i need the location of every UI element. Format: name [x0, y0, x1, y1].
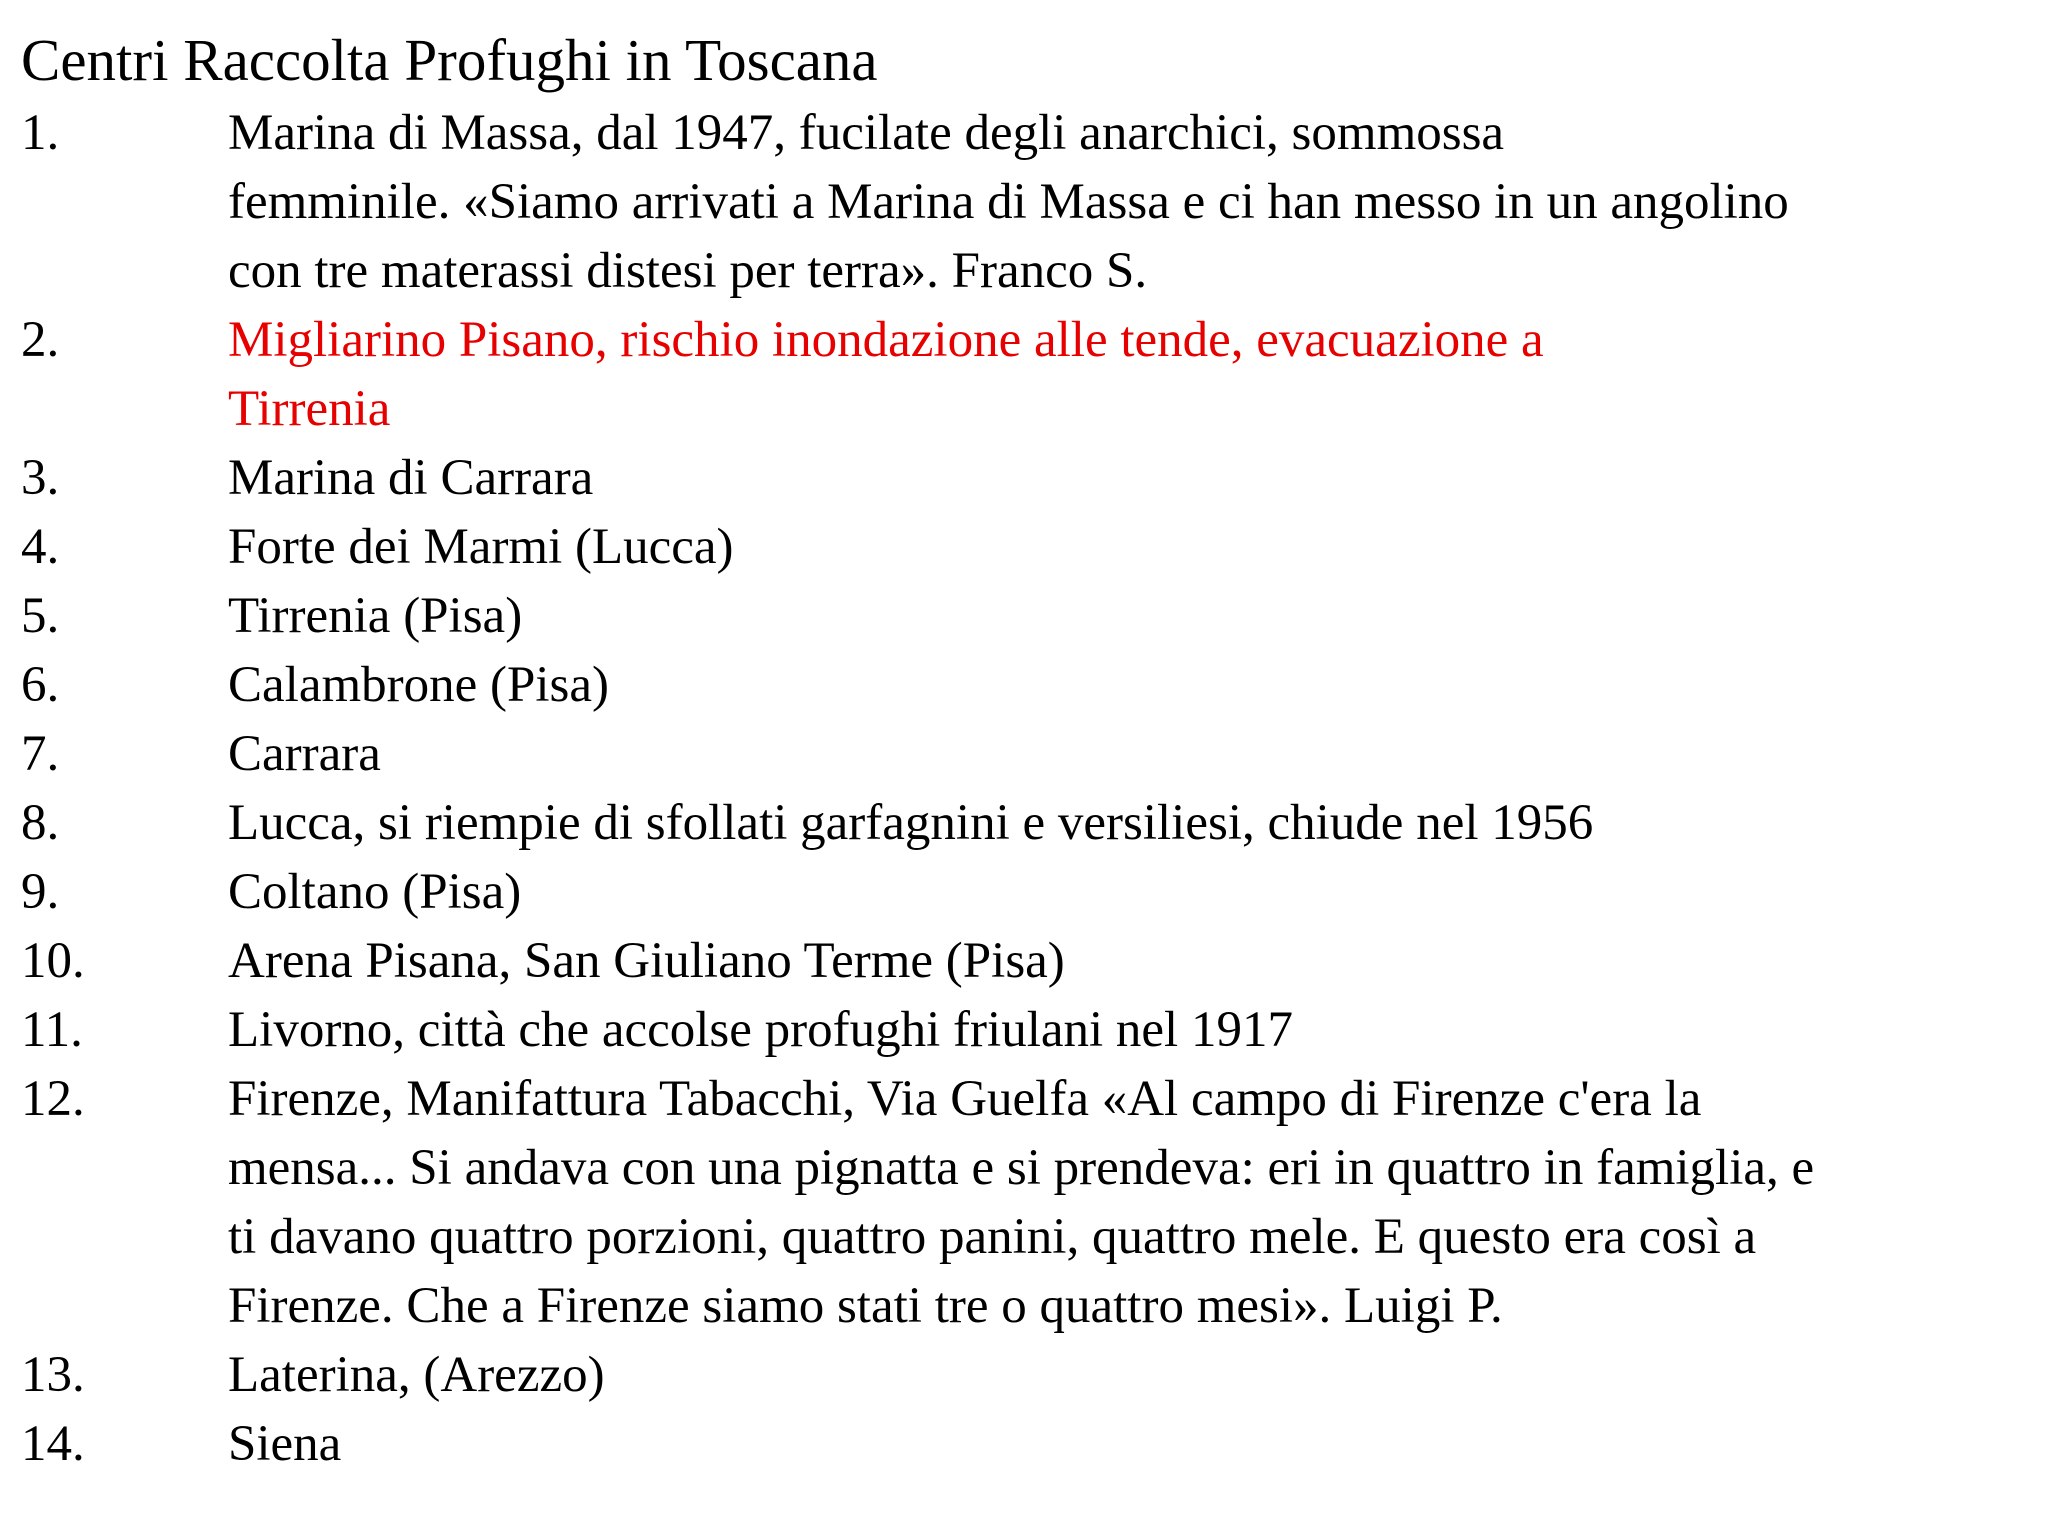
item-text-line: Migliarino Pisano, rischio inondazione alle tende, evacuazione a: [228, 312, 1544, 368]
item-number: 13.: [21, 1347, 85, 1403]
item-text-line: femminile. «Siamo arrivati a Marina di Massa e ci han messo in un angolino: [228, 174, 1789, 230]
item-text-line: Tirrenia: [228, 381, 391, 437]
item-text: Livorno, città che accolse profughi friulani nel 1917: [228, 1002, 1293, 1058]
item-text-line: mensa... Si andava con una pignatta e si prendeva: eri in quattro in famiglia, e: [228, 1140, 1815, 1196]
item-text: Laterina, (Arezzo): [228, 1347, 605, 1403]
list-item: [0, 858, 2048, 927]
item-number: 12.: [21, 1071, 85, 1127]
item-text: Lucca, si riempie di sfollati garfagnini e versiliesi, chiude nel 1956: [228, 795, 1594, 851]
item-text: Forte dei Marmi (Lucca): [228, 519, 734, 575]
item-text: [228, 306, 2028, 444]
item-text: Coltano (Pisa): [228, 864, 522, 920]
item-number: 11.: [21, 1002, 83, 1058]
item-number: 5.: [21, 588, 60, 644]
item-number: 9.: [21, 864, 60, 920]
item-text: Arena Pisana, San Giuliano Terme (Pisa): [228, 933, 1065, 989]
page-title: Centri Raccolta Profughi in Toscana: [21, 27, 878, 93]
item-text: Carrara: [228, 726, 381, 782]
item-text: [228, 1065, 2028, 1341]
item-text-line: Firenze. Che a Firenze siamo stati tre o quattro mesi». Luigi P.: [228, 1278, 1503, 1334]
item-number: 6.: [21, 657, 60, 713]
item-number: 2.: [21, 312, 60, 368]
item-number: 1.: [21, 105, 60, 161]
item-number: 14.: [21, 1416, 85, 1472]
list-item: [0, 996, 2048, 1065]
list-item: [0, 513, 2048, 582]
item-text-line: Marina di Massa, dal 1947, fucilate degli anarchici, sommossa: [228, 105, 1505, 161]
item-number: 10.: [21, 933, 85, 989]
item-text: Siena: [228, 1416, 342, 1472]
list-item: [0, 444, 2048, 513]
list-item: [0, 720, 2048, 789]
list-item: [0, 582, 2048, 651]
item-text: Tirrenia (Pisa): [228, 588, 523, 644]
refugee-centers-list: [0, 99, 2048, 1479]
list-item: [0, 927, 2048, 996]
list-item: [0, 651, 2048, 720]
list-item: [0, 789, 2048, 858]
item-text-line: con tre materassi distesi per terra». Franco S.: [228, 243, 1148, 299]
item-number: 8.: [21, 795, 60, 851]
item-text: Marina di Carrara: [228, 450, 594, 506]
list-item: [0, 1341, 2048, 1410]
item-number: 3.: [21, 450, 60, 506]
item-text: [228, 99, 2028, 306]
item-text: Calambrone (Pisa): [228, 657, 609, 713]
item-text-line: Firenze, Manifattura Tabacchi, Via Guelfa «Al campo di Firenze c'era la: [228, 1071, 1702, 1127]
list-item-highlighted: [0, 306, 2048, 444]
item-text-line: ti davano quattro porzioni, quattro panini, quattro mele. E questo era così a: [228, 1209, 1757, 1265]
list-item: [0, 1065, 2048, 1341]
item-number: 7.: [21, 726, 60, 782]
list-item: [0, 1410, 2048, 1479]
list-item: [0, 99, 2048, 306]
item-number: 4.: [21, 519, 60, 575]
